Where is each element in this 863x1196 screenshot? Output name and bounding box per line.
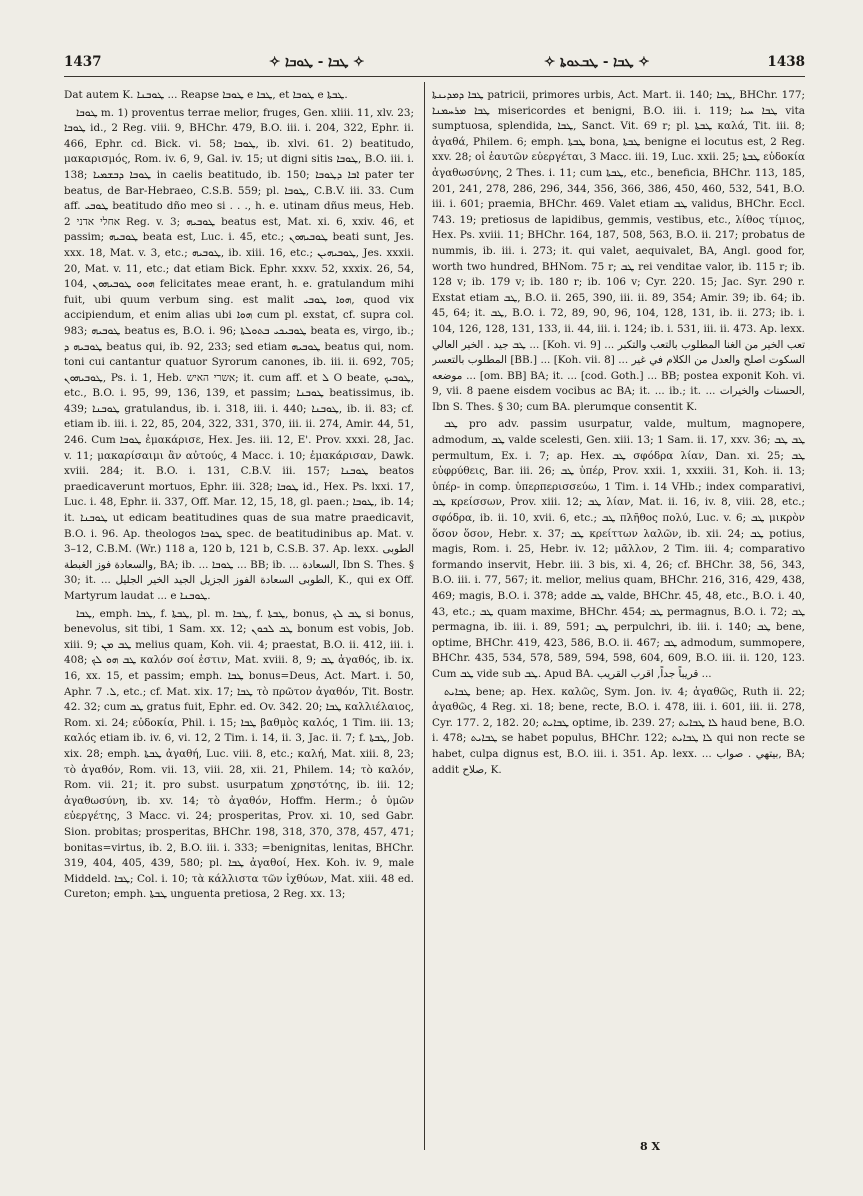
entry-paragraph: ܛܒ pro adv. passim usurpatur, valde, multum, magnopere, admodum, ܛܒ valde scelesti, Gen. xiii. 13; 1 Sam. ii. 17, xxv. 36; ܛܒ ܛܒ permultum, Ex. i. 7; ap. Hex. ܛܒ σφόδρα λίαν, Dan. xi. 25; ܛܒ εὐφρύθεις, Bar. iii. 26; ܛܒ ὑπέρ, Prov. xxii. 1, xxxiii. 31, Koh. ii. 13; ὑπέρ- in comp. ὑπερπερισσεύω, 1 Tim. i. 14 VHb.; index comparativi, ܛܒ κρείσσων, Prov. xiii. 12; ܛܒ λίαν, Mat. ii. 16, iv. 8, viii. 28, etc.; σφόδρα, ib. ii. 10, xvii. 6, etc.; ܛܒ πλῆθος πολύ, Luc. v. 6; ܛܒ μικρὸν ὅσον ὅσον, Hebr. x. 37; ܛܒ κρείττων λαλῶν, ib. xii. 24; ܛܒ potius, magis, Rom. i. 25, Hebr. iv. 12; μᾶλλον, 2 Tim. iii. 4; comparativo formando inservit, Hebr. iii. 3 bis, xi. 4, 26; cf. BHChr. 38, 56, 343, B.O. iii. i. 77, 567; it. melior, melius quam, BHChr. 216, 316, 429, 438, 469; magis, B.O. i. 378; adde ܛܒ valde, BHChr. 45, 48, etc., B.O. i. 40, 43, etc.; ܛܒ quam maxime, BHChr. 454; ܛܒ permagnus, B.O. i. 72; ܛܒ permagna, ib. iii. i. 89, 591; ܛܒ perpulchri, ib. iii. i. 140; ܛܒ bene, optime, BHChr. 419, 423, 586, B.O. ii. 467; ܛܒ admodum, summopere, BHChr. 435, 534, 578, 589, 594, 598, 604, 609, B.O. iii. ii. 120, 123. Cum ܛܒ vide sub ܛܒ. Apud BA. قريباً جداً, اقرب القريب ... bbox=[432, 418, 805, 680]
page-number-right: 1438 bbox=[767, 54, 805, 70]
signature-mark: 8 X bbox=[640, 1140, 661, 1153]
left-column bbox=[64, 88, 414, 1158]
header-rule bbox=[64, 76, 805, 77]
page-number-left: 1437 bbox=[64, 54, 102, 70]
entry-paragraph: ܛܒܐܝܬ bene; ap. Hex. καλῶς, Sym. Jon. iv. 4; ἀγαθῶς, Ruth ii. 22; ἀγαθῶς, 4 Reg. xi. 18; bene, recte, B.O. i. 478, iii. i. 601, iii. ii. 278, Cyr. 177. 2, 182. 20; ܛܒܐܝܬ optime, ib. 239. 27; ܠܐ ܛܒܐܝܬ haud bene, B.O. i. 478; ܛܒܐܝܬ se habet populus, BHChr. 122; ܠܐ ܛܒܐܝܬ qui non recte se habet, culpa dignus est, B.O. iii. i. 351. Ap. lexx. ... بيتهي . صواب, BA; addit صلاح, K. bbox=[432, 685, 805, 776]
right-column bbox=[432, 88, 805, 1158]
entry-paragraph: ܛܒܐ ܕܡܕܝܢܬܐ patricii, primores urbis, Act. Mart. ii. 140; ܛܒܐ, BHChr. 177; ܛܒܐ ܡܪܚܡܢܐ misericordes et benigni, B.O. iii. i. 119; ܛܒܐ ܚܝܐ vita sumptuosa, splendida, ܛܒܐ, Sanct. Vit. 69 r; pl. ܛܒܬܐ καλά, Tit. iii. 8; ἀγαθά, Philem. 6; emph. ܛܒܬܐ bona, ܛܒܬܐ benigne ei locutus est, 2 Reg. xxv. 28; οἱ ἑαυτῶν εὐεργέται, 3 Macc. iii. 19, Luc. xxii. 25; ܛܒܬܐ εὐδοκία ἀγαθωσύνης, 2 Thes. i. 11; cum ܛܒܬܐ, etc., beneficia, BHChr. 113, 185, 201, 241, 278, 286, 296, 344, 356, 366, 386, 450, 460, 532, 541, B.O. iii. i. 601; praemia, BHChr. 469. Valet etiam ܛܒ validus, BHChr. Eccl. 743. 19; pretiosus de lapidibus, gemmis, vestibus, etc., λίθος τίμιος, Hex. Ps. xviii. 11; BHChr. 164, 187, 508, 563, B.O. ii. 217; probatus de nummis, ib. iii. i. 273; it. qui valet, aequivalet, BA, Angl. good for, worth two hundred, BHNom. 75 r; ܛܒ rei venditae valor, ib. 115 r; ib. 128 v; ib. 179 v; ib. 180 r; ib. 106 v; Cyr. 220. 15; Jac. Syr. 290 r. Exstat etiam ܛܒ, B.O. ii. 265, 390, iii. ii. 89, 354; Amir. 39; ib. 64; ib. 45, 64; it. ܛܒ, B.O. i. 72, 89, 90, 96, 104, 128, 131, ib. ii. 273; ib. i. 104, 126, 128, 131, 133, ii. 44, iii. i. 124; ib. i. 531, iii. ii. 473. Ap. lexx. ܛܒ جيد . الخير العالي ... [Koh. vi. 9] ... تعب الخير من الغنا المطلوب بالتعب والتكبر المطلوب بالتعسر [BB.] ... [Koh. vii. 8] ... السكوت اصلح والعدل من الكلام في غير موضعه ... [om. BB] BA; it. ... [cod. Goth.] ... BB; postea exponit Koh. vi. 9, vii. 8 paene eisdem vocibus ac BA; it. ... ib.; it. ... الحسنات والخيرات, Ibn S. Thes. § 30; cum BA. plerumque consentit K. bbox=[432, 89, 805, 413]
running-head-right: ✧ ܛܒܐ - ܛܒܥܘܬܐ ✧ bbox=[544, 54, 650, 70]
running-head-left: ✧ ܛܒܐ - ܛܘܒܐ ✧ bbox=[269, 54, 365, 70]
column-divider bbox=[424, 82, 425, 1150]
entry-paragraph: ܛܘܒܐ m. 1) proventus terrae melior, fruges, Gen. xliii. 11, xlv. 23; ܛܘܒܐ id., 2 Reg. viii. 9, BHChr. 479, B.O. iii. i. 204, 322, Ephr. ii. 466, Ephr. cd. Bick. vi. 58; ܛܘܒܐ, ib. xlvi. 61. 2) beatitudo, μακαρισμός, Rom. iv. 6, 9, Gal. iv. 15; ut digni sitis ܛܘܒܐ, B.O. iii. i. 138; ܛܘܒܐ ܕܒܫܡܝܐ in caelis beatitudo, ib. 150; ܐܒܐ ܕܛܘܒܐ pater ter beatus, de Bar-Hebraeo, C.S.B. 559; pl. ܛܘܒܐ, C.B.V. iii. 33. Cum aff. ܛܘܒܝ beatitudo dño meo si . . ., h. e. utinam dñus meus, Heb. אחלי אדני 2 Reg. v. 3; ܛܘܒܝܗ beatus est, Mat. xi. 6, xxiv. 46, et passim; ܛܘܒܝܗ beata est, Luc. i. 45, etc.; ܛܘܒܝܗܘܢ beati sunt, Jes. xxx. 18, Mat. v. 3, etc.; ܛܘܒܝܗ, ib. xiii. 16, etc.; ܛܘܒܝܗܝܢ, Jes. xxxii. 20, Mat. v. 11, etc.; dat etiam Bick. Ephr. xxxv. 52, xxxix. 26, 54, 104, ܗܘܘ ܛܘܒܝܗܘܢ felicitates meae erant, h. e. gratulandum mihi fuit, ubi quum verbum sing. est malit ܗܘܐ ܛܘܒܝ, quod vix accipiendum, et enim alias ubi ܗܘܐ cum pl. exstat, cf. supra col. 983; ܛܘܒܝܗ beatus es, B.O. i. 96; ܛܘܒܝܟܝ ܒܬܘܠܬܐ beata es, virgo, ib.; ܛܘܒܝܗ ܕ beatus qui, ib. 92, 233; sed etiam ܛܘܒܝܗ beatus qui, nom. toni cui cantantur quatuor Syrorum canones, ib. iii. ii. 692, 705; ܛܘܒܝܗܘܢ, Ps. i. 1, Heb. אשרי האיש; it. cum aff. et ܠ O beate, ܛܘܒܝܟ, etc., B.O. i. 95, 99, 136, 139, et passim; ܛܘܒܢܐ beatissimus, ib. 439; ܛܘܒܢܐ gratulandus, ib. i. 318, iii. i. 440; ܛܘܒܢܐ, ib. ii. 83; cf. etiam ib. iii. i. 22, 85, 204, 322, 331, 370, iii. ii. 274, Amir. 44, 51, 246. Cum ܛܘܒܐ ἐμακάρισε, Hex. Jes. iii. 12, Ε'. Prov. xxxi. 28, Jac. v. 11; μακαρίσαιμι ἂν αὐτούς, 4 Macc. i. 10; ἐμακάρισαν, Dawk. xviii. 284; it. B.O. i. 131, C.B.V. iii. 157; ܛܘܒܢܐ beatos praedicaverunt mortuos, Ephr. iii. 328; ܛܘܒܐ id., Hex. Ps. lxxi. 17, Luc. i. 48, Ephr. ii. 337, Off. Mar. 12, 15, 18, gl. paen.; ܛܘܒܐ, ib. 14; it. ܛܘܒܢܐ ut edicam beatitudines quas de sua matre praedicavit, B.O. i. 96. Ap. theologos ܛܘܒܐ spec. de beatitudinibus ap. Mat. v. 3–12, C.B.M. (Wr.) 118 a, 120 b, 121 b, C.S.B. 37. Ap. lexx. الطوبى والسعادة فوز الغبطة, BA; ib. ... ܛܘܒܐ ... BB; ib. ... السعادة, Ibn S. Thes. § 30; it. ... الطوبى السعادة الفوز الجزيل الجيد الخير الجليل, K., qui ex Off. Martyrum laudat ... e ܛܘܒܢܐ. bbox=[64, 106, 414, 602]
entry-paragraph: ܛܒܐ, emph. ܛܒܐ, f. ܛܒܬܐ, pl. m. ܛܒܐ, f. ܛܒܬܐ, bonus, ܛܒ ܠܟ si bonus, benevolus, sit tibi, 1 Sam. xx. 12; ܛܒ ܠܟܘܢ bonum est vobis, Job. xiii. 9; ܛܒ ܡܢ melius quam, Koh. vii. 4; praestat, B.O. ii. 412, iii. i. 408; ܛܒ ܗܘ ܠܟ καλόν σοί ἐστιν, Mat. xviii. 8, 9; ܛܒ ἀγαθός, ib. ix. 16, xx. 15, et passim; emph. ܛܒܐ bonus=Deus, Act. Mart. i. 50, Aphr. ܠ. 7, etc.; cf. Mat. xix. 17; ܛܒܐ τὸ πρῶτον ἀγαθόν, Tit. Bostr. 42. 32; cum ܛܒ gratus fuit, Ephr. ed. Ov. 342. 20; ܛܒܐ καλλιέλαιος, Rom. xi. 24; εὐδοκία, Phil. i. 15; ܛܒܐ βαθμὸς καλός, 1 Tim. iii. 13; καλός etiam ib. iv. 6, vi. 12, 2 Tim. i. 14, ii. 3, Jac. ii. 7; f. ܛܒܬܐ, Job. xix. 28; emph. ܛܒܬܐ ἀγαθή, Luc. viii. 8, etc.; καλή, Mat. xiii. 8, 23; τὸ ἀγαθόν, Rom. vii. 13, viii. 28, xii. 21, Philem. 14; τὸ καλόν, Rom. vii. 21; it. pro subst. usurpatum χρηστότης, ib. iii. 12; ἀγαθωσύνη, ib. xv. 14; τὸ ἀγαθόν, Hoffm. Herm.; ὁ ὑμῶν εὐεργέτης, 3 Macc. vi. 24; prosperitas, Prov. xi. 10, sed Gabr. Sion. probitas; prosperitas, BHChr. 198, 318, 370, 378, 457, 471; bonitas=virtus, ib. 2, B.O. iii. i. 333; =benignitas, lenitas, BHChr. 319, 404, 405, 439, 580; pl. ܛܒܐ ἀγαθοί, Hex. Koh. iv. 9, male Middeld. ܛܒܐ; Col. i. 10; τὰ κάλλιστα τῶν ἰχθύων, Mat. xiii. 48 ed. Cureton; emph. ܛܒܬܐ unguenta pretiosa, 2 Reg. xx. 13; bbox=[64, 607, 414, 901]
page-header bbox=[64, 54, 805, 76]
entry-paragraph: Dat autem K. ܛܘܒܢܐ ... Reapse ܛܘܒܐ e ܛܒܐ, et ܛܘܒܐ e ܛܒܬܐ. bbox=[64, 89, 348, 101]
